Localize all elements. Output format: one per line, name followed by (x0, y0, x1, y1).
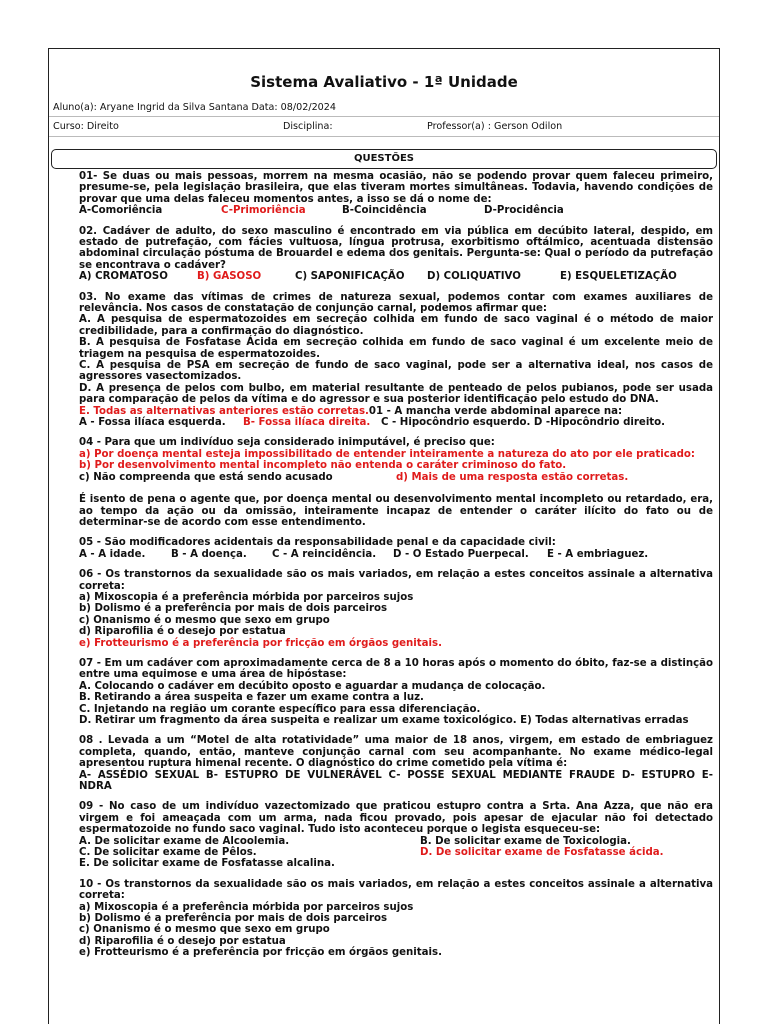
option-b: B. Retirando a área suspeita e fazer um exame contra a luz. (79, 692, 424, 704)
option-a: A-Comoriência (79, 205, 163, 217)
option-d: D. A presença de pelos com bulbo, em material resultante de penteado de pelos pubianos, pode ser usada para comparação de pelos da vítima e do agressor e sua posterior identificação pelo estudo do DNA. (79, 382, 713, 406)
option-b: B. De solicitar exame de Toxicologia. (420, 835, 631, 847)
question-text: 07 - Em um cadáver com aproximadamente cerca de 8 a 10 horas após o momento do óbito, faz-se a distinção entre uma equimose e uma área de hipóstase: (79, 657, 713, 681)
options-row (79, 549, 713, 560)
question-7 (79, 658, 713, 726)
option-c: C. Injetando na região um corante específico para essa diferenciação. (79, 703, 481, 715)
option-b: B. A pesquisa de Fosfatase Ácida em secreção colhida em fundo de saco vaginal é um excelente meio de triagem na pesquisa de espermatozoides. (79, 337, 713, 360)
question-text: 04 - Para que um indivíduo seja considerado inimputável, é preciso que: (79, 437, 495, 449)
option-b: B-Coincidência (342, 205, 427, 217)
option-e: E) ESQUELETIZAÇÃO (560, 271, 677, 283)
option-c: C. De solicitar exame de Pêlos. (79, 847, 257, 859)
options-row (79, 205, 713, 216)
student-line: Aluno(a): Aryane Ingrid da Silva Santana Data: 08/02/2024 (53, 102, 336, 113)
question-text: 05 - São modificadores acidentais da responsabilidade penal e da capacidade civil: (79, 537, 556, 549)
question-10 (79, 879, 713, 959)
option-c: c) Onanismo é o mesmo que sexo em grupo (79, 924, 330, 936)
option-b-answer: B- Fossa ilíaca direita. (243, 417, 371, 429)
exam-page (48, 48, 720, 1024)
option-a: A. Colocando o cadáver em decúbito oposto e aguardar a mudança de colocação. (79, 680, 546, 692)
question-text: 09 - No caso de um indivíduo vazectomizado que praticou estupro contra a Srta. Ana Azza, que não era virgem e foi ameaçada com um arma, nada ficou provado, pois apesar de ejacular não foi detectado espermatozoide no fundo saco vaginal. Tudo isto aconteceu porque o legista esqueceu-se: (79, 801, 713, 836)
question-text: 06 - Os transtornos da sexualidade são os mais variados, em relação a estes conceitos assinale a alternativa correta: (79, 569, 713, 592)
option-d: D-Procidência (484, 205, 564, 217)
option-b: B - A doença. (171, 548, 247, 560)
option-c: c) Não compreenda que está sendo acusado (79, 471, 333, 483)
option-a: a) Mixoscopia é a preferência mórbida por parceiros sujos (79, 591, 414, 603)
option-e-answer: E. Todas as alternativas anteriores estão corretas. (79, 405, 369, 417)
question-8 (79, 735, 713, 792)
option-d-e: D. Retirar um fragmento da área suspeita e realizar um exame toxicológico. E) Todas alternativas erradas (79, 714, 689, 726)
questions-header: QUESTÕES (51, 149, 717, 169)
question-4 (79, 437, 713, 528)
question-text: 02. Cadáver de adulto, do sexo masculino é encontrado em via pública em decúbito lateral, despido, em estado de putrefação, com fácies vultuosa, língua protrusa, exorbitismo oftálmico, acentuada distensão abdominal circulação póstuma de Brouardel e edema dos genitais. Pergunta-se: Qual o período da putrefação se encontrava o cadáver? (79, 225, 713, 271)
question-text: 08 . Levada a um “Motel de alta rotatividade” uma maior de 18 anos, virgem, em estado de embriaguez completa, quando, então, manteve conjunção carnal com seu acompanhante. No exame médico-legal apresentou ruptura himenal recente. O diagnóstico do crime cometido pela vítima é: (79, 735, 713, 770)
option-c-answer: C-Primoriência (221, 205, 306, 217)
option-e-line (79, 406, 713, 417)
discipline-field: Disciplina: (283, 121, 333, 132)
options-row (79, 836, 713, 847)
question-5 (79, 537, 713, 560)
page-title: Sistema Avaliativo - 1ª Unidade (250, 73, 518, 91)
question-1 (79, 171, 713, 217)
option-c: c) Onanismo é o mesmo que sexo em grupo (79, 614, 330, 626)
option-d: d) Riparofilia é o desejo por estatua (79, 935, 286, 947)
option-b: b) Dolismo é a preferência por mais de dois parceiros (79, 913, 388, 925)
option-e: E. De solicitar exame de Fosfatasse alcalina. (79, 858, 335, 870)
question-text: 01- Se duas ou mais pessoas, morrem na mesma ocasião, não se podendo provar quem faleceu primeiro, presume-se, pela legislação brasileira, que elas tiveram mortes simultâneas. Todavia, havendo condições de provar que uma delas faleceu momentos antes, a isso se dá o nome de: (79, 171, 713, 205)
option-b-answer: b) Por desenvolvimento mental incompleto não entenda o caráter criminoso do fato. (79, 460, 567, 472)
divider (49, 116, 719, 117)
option-e: E - A embriaguez. (547, 548, 649, 560)
option-c: C. A pesquisa de PSA em secreção de fundo de saco vaginal, pode ser a alternativa ideal, nos casos de agressores vasectomizados. (79, 360, 713, 383)
option-a: A. A pesquisa de espermatozoides em secreção colhida em fundo de saco vaginal é o método de maior credibilidade, para a confirmação do diagnóstico. (79, 314, 713, 337)
option-d: D - O Estado Puerpecal. (393, 548, 529, 560)
options-row (79, 417, 713, 428)
options-line-tail: NDRA (79, 781, 112, 793)
question-6 (79, 569, 713, 649)
divider (49, 136, 719, 137)
question-text: 10 - Os transtornos da sexualidade são os mais variados, em relação a estes conceitos assinale a alternativa correta: (79, 878, 713, 902)
option-d-answer: d) Mais de uma resposta estão corretas. (396, 471, 629, 483)
option-b-answer: B) GASOSO (197, 271, 262, 283)
option-d-answer: D. De solicitar exame de Fosfatasse ácida. (420, 847, 664, 859)
option-c-d: C - Hipocôndrio esquerdo. D -Hipocôndrio direito. (381, 417, 666, 429)
question-2 (79, 226, 713, 283)
option-a: A - A idade. (79, 548, 146, 560)
option-a: A) CROMATOSO (79, 271, 168, 283)
questions-body (79, 171, 713, 968)
option-c: C - A reincidência. (272, 548, 377, 560)
option-c: C) SAPONIFICAÇÃO (295, 271, 405, 283)
option-d: d) Riparofilia é o desejo por estatua (79, 626, 286, 638)
options-row (79, 271, 713, 282)
option-e-answer: e) Frotteurismo é a preferência por fricção em órgãos genitais. (79, 637, 442, 649)
question-text: 03. No exame das vítimas de crimes de natureza sexual, podemos contar com exames auxiliares de relevância. Nos casos de constatação de conjunção carnal, podemos afirmar que: (79, 291, 713, 315)
course-field: Curso: Direito (53, 121, 119, 132)
options-row (79, 847, 713, 858)
option-a: A. De solicitar exame de Alcoolemia. (79, 835, 290, 847)
explanation-note: É isento de pena o agente que, por doença mental ou desenvolvimento mental incompleto ou retardado, era, ao tempo da ação ou da omissão, inteiramente incapaz de entender o caráter ilícito do fato ou de determinar-se de acordo com esse entendimento. (79, 494, 713, 528)
option-a: a) Mixoscopia é a preferência mórbida por parceiros sujos (79, 901, 414, 913)
option-e: e) Frotteurismo é a preferência por fricção em órgãos genitais. (79, 947, 442, 959)
option-b: b) Dolismo é a preferência por mais de dois parceiros (79, 603, 388, 615)
professor-field: Professor(a) : Gerson Odilon (427, 121, 563, 132)
option-a: A - Fossa ilíaca esquerda. (79, 417, 226, 429)
option-a-answer: a) Por doença mental esteja impossibilitado de entender inteiramente a natureza do ato por ele praticado: (79, 448, 695, 460)
subquestion-text: 01 - A mancha verde abdominal aparece na: (368, 405, 623, 417)
option-d: D) COLIQUATIVO (427, 271, 521, 283)
options-row (79, 472, 713, 483)
options-line: A- ASSÉDIO SEXUAL B- ESTUPRO DE VULNERÁVEL C- POSSE SEXUAL MEDIANTE FRAUDE D- ESTUPRO E- (79, 769, 713, 781)
question-3 (79, 292, 713, 429)
question-9 (79, 801, 713, 869)
